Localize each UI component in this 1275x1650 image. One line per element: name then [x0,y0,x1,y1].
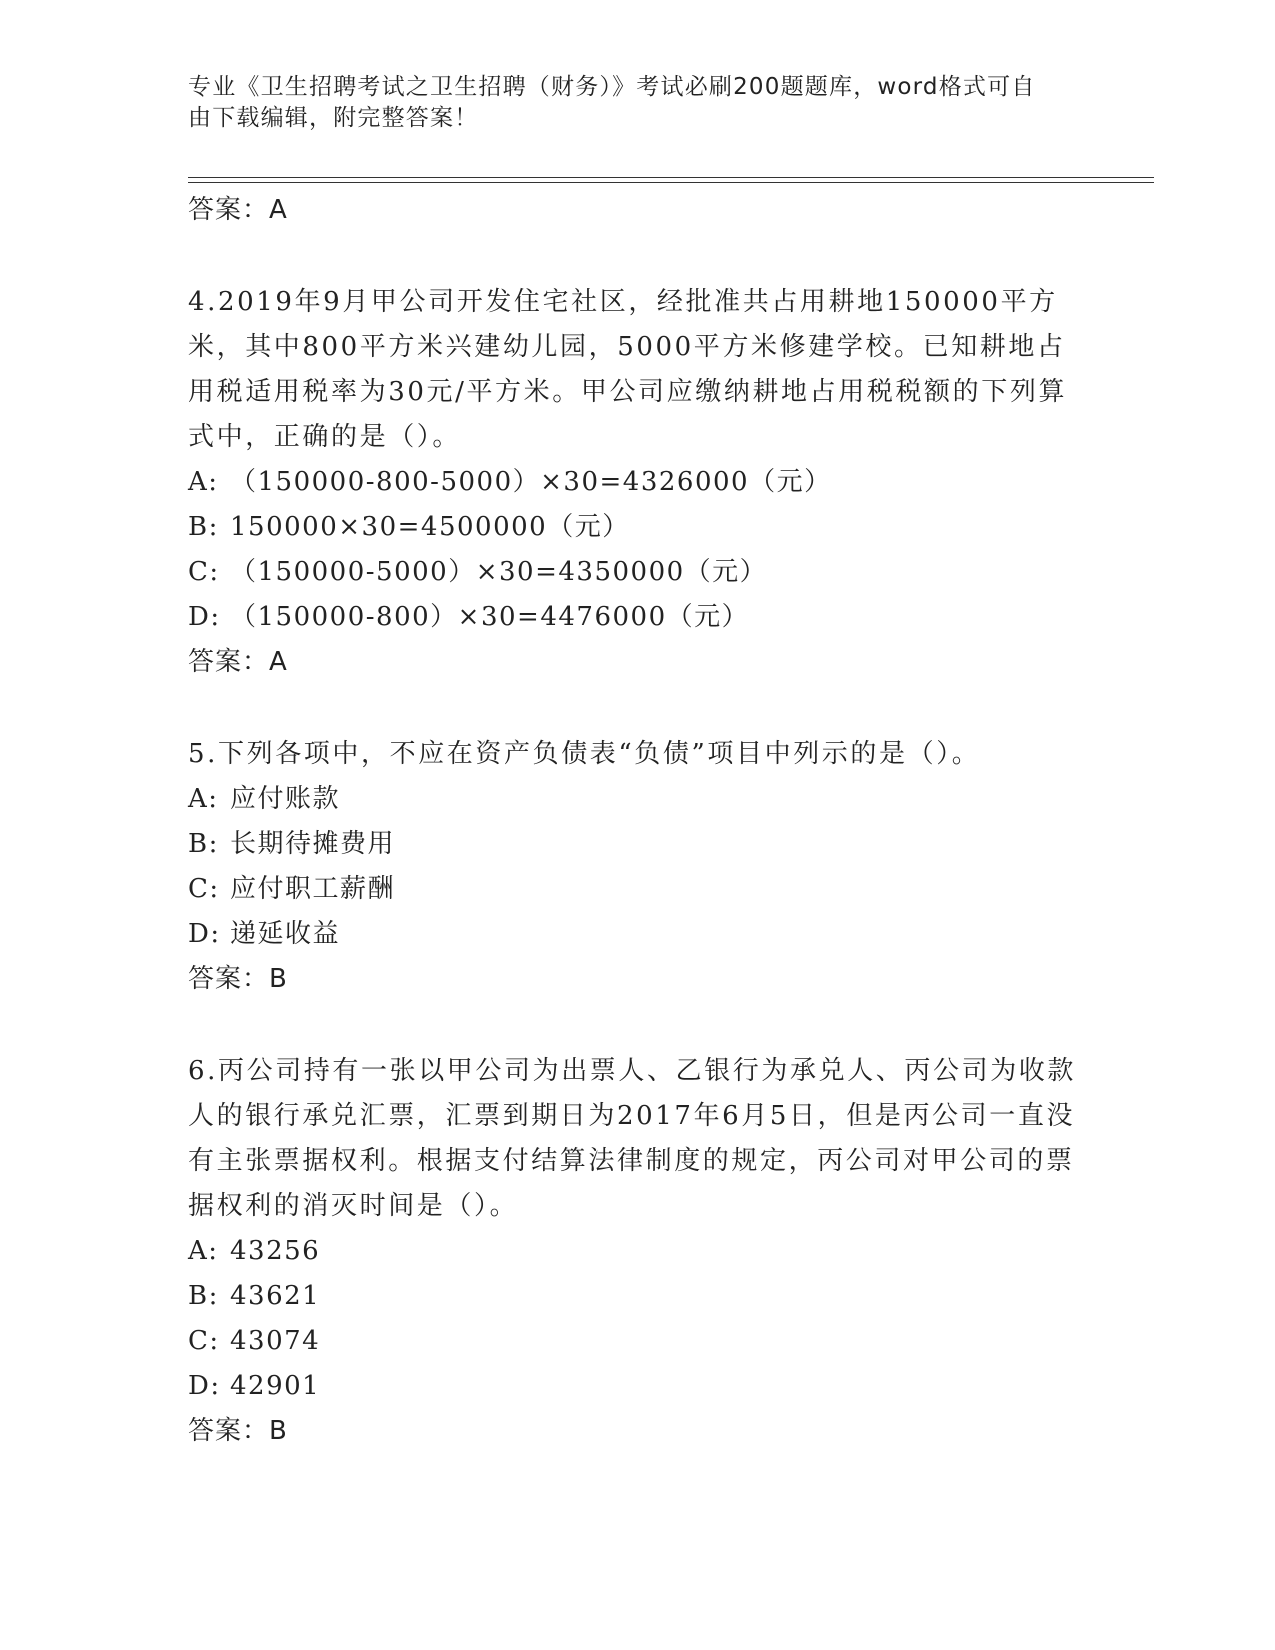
option-d [188,1364,1088,1409]
option-text: 43256 [230,1236,321,1266]
previous-answer: 答案：A [188,195,288,225]
option-letter: A: [188,784,219,814]
option-b [188,1274,1088,1319]
option-a [188,460,1088,505]
question-5 [188,732,1088,1002]
option-d [188,595,1088,640]
question-stem: 4.2019年9月甲公司开发住宅社区，经批准共占用耕地150000平方米，其中800平方米兴建幼儿园，5000平方米修建学校。已知耕地占用税适用税率为30元/平方米。甲公司应缴纳耕地占用税税额的下列算式中，正确的是（）。 [188,287,1068,452]
option-letter: A: [188,1236,219,1266]
option-letter: B: [188,1281,219,1311]
question-stem: 5.下列各项中，不应在资产负债表“负债”项目中列示的是（）。 [188,739,981,769]
option-letter: D: [188,1371,221,1401]
option-letter: B: [188,512,219,542]
option-text: 长期待摊费用 [230,829,396,859]
option-text: 应付职工薪酬 [230,874,396,904]
option-c [188,550,1088,595]
option-c [188,1319,1088,1364]
option-text: 150000×30=4500000（元） [230,512,630,542]
option-a [188,777,1088,822]
question-4 [188,280,1088,685]
option-b [188,505,1088,550]
option-text: （150000-800-5000）×30=4326000（元） [230,467,832,497]
option-text: 43621 [230,1281,321,1311]
option-text: 递延收益 [230,919,341,949]
option-b [188,822,1088,867]
option-a [188,1229,1088,1274]
option-text: 42901 [230,1371,321,1401]
question-6 [188,1049,1088,1454]
answer-line: 答案：B [188,1416,288,1446]
header-line-1: 专业《卫生招聘考试之卫生招聘（财务）》考试必刷200题题库，word格式可自 [188,74,1036,100]
option-d [188,912,1088,957]
header-line-2: 由下载编辑，附完整答案！ [188,105,479,131]
answer-line: 答案：A [188,647,288,677]
header-divider-top [188,177,1154,178]
option-letter: D: [188,602,221,632]
option-letter: C: [188,874,220,904]
document-header [188,72,1068,134]
option-text: （150000-5000）×30=4350000（元） [230,557,768,587]
option-letter: A: [188,467,219,497]
option-c [188,867,1088,912]
option-text: 43074 [230,1326,321,1356]
option-letter: B: [188,829,219,859]
question-stem: 6.丙公司持有一张以甲公司为出票人、乙银行为承兑人、丙公司为收款人的银行承兑汇票，汇票到期日为2017年6月5日，但是丙公司一直没有主张票据权利。根据支付结算法律制度的规定，丙公司对甲公司的票据权利的消灭时间是（）。 [188,1056,1077,1221]
option-letter: C: [188,1326,220,1356]
document-body [188,188,1088,1454]
option-letter: D: [188,919,221,949]
answer-line: 答案：B [188,964,288,994]
option-letter: C: [188,557,220,587]
header-divider-bottom [188,182,1154,183]
option-text: 应付账款 [230,784,341,814]
option-text: （150000-800）×30=4476000（元） [230,602,750,632]
